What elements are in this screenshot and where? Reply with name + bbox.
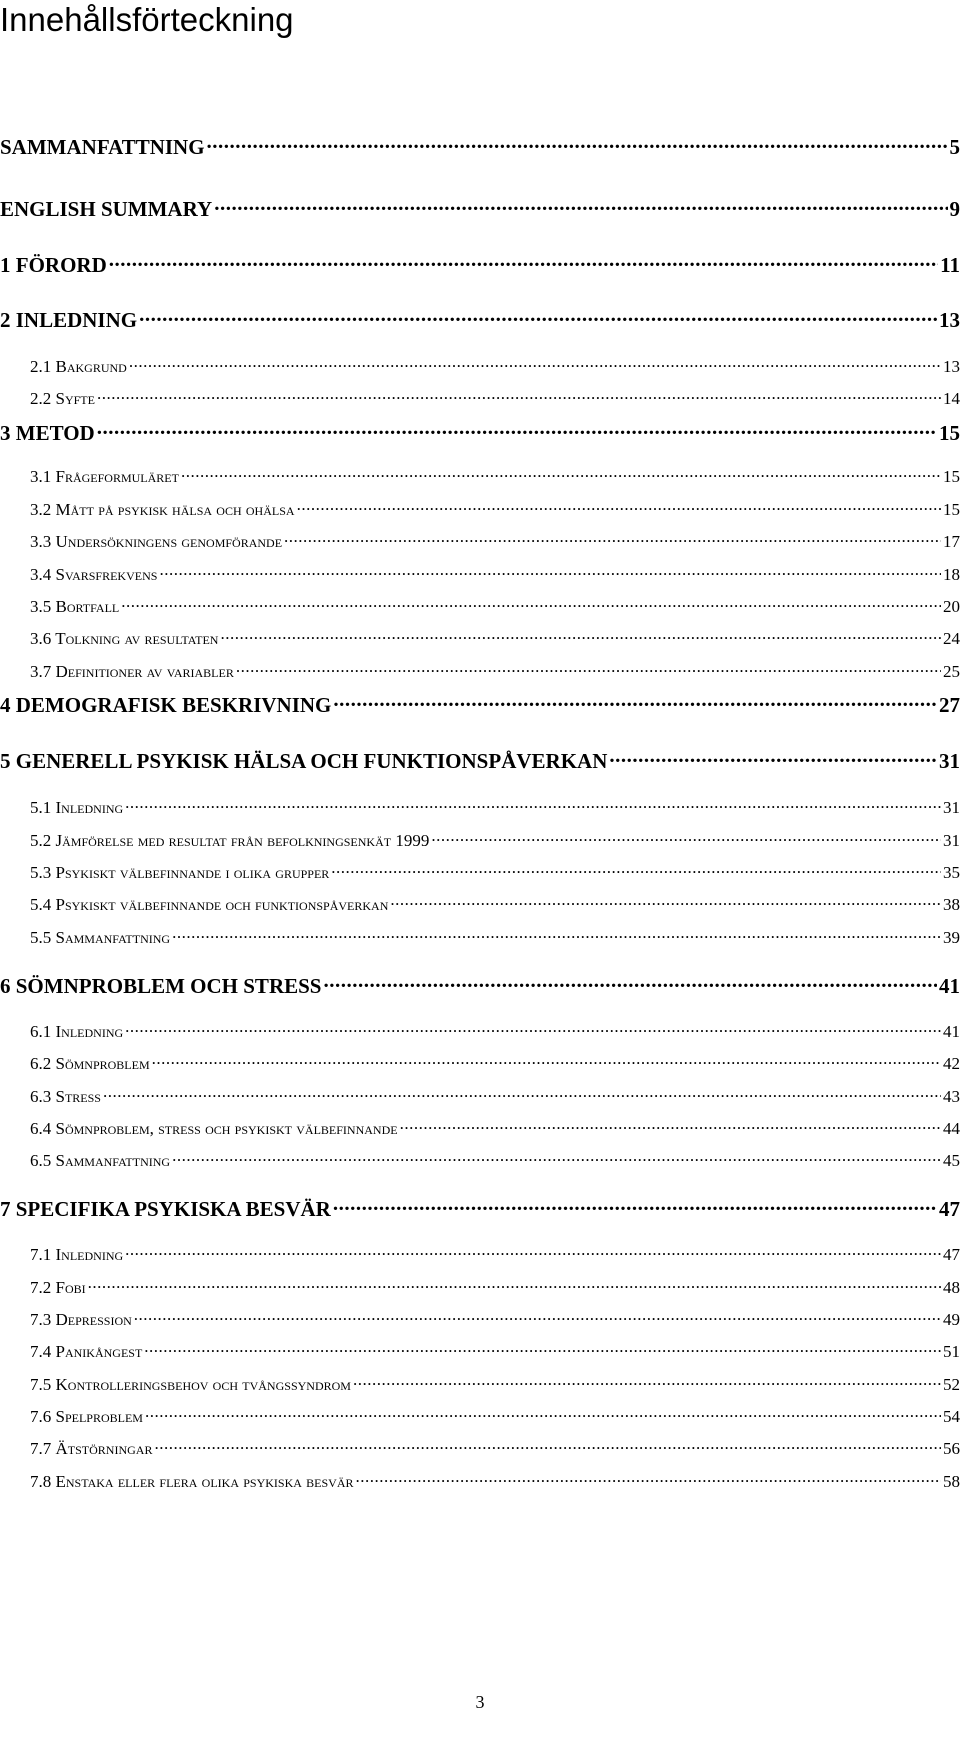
toc-entry[interactable] bbox=[0, 972, 960, 999]
toc-entry[interactable] bbox=[30, 465, 960, 487]
dot-leader bbox=[97, 419, 937, 440]
toc-entry[interactable] bbox=[30, 1020, 960, 1042]
dot-leader bbox=[129, 355, 941, 372]
toc-entry[interactable] bbox=[30, 1276, 960, 1298]
toc-entry-label: 7.2 Fobi bbox=[30, 1278, 86, 1297]
dot-leader bbox=[331, 861, 941, 878]
toc-entry-page: 39 bbox=[943, 928, 960, 947]
toc-entry-page: 42 bbox=[943, 1054, 960, 1073]
toc-entry[interactable] bbox=[30, 563, 960, 585]
toc-entry-page: 47 bbox=[939, 1197, 960, 1221]
toc-entry-label: 3.5 Bortfall bbox=[30, 597, 120, 616]
toc-entry-label: 2.1 Bakgrund bbox=[30, 357, 127, 376]
toc-entry-page: 41 bbox=[943, 1022, 960, 1041]
toc-entry-page: 49 bbox=[943, 1310, 960, 1329]
toc-entry[interactable] bbox=[30, 829, 960, 851]
toc-entry-page: 56 bbox=[943, 1439, 960, 1458]
toc-entry[interactable] bbox=[30, 861, 960, 883]
toc-entry-page: 15 bbox=[943, 467, 960, 486]
toc-entry-page: 54 bbox=[943, 1407, 960, 1426]
toc-entry-page: 11 bbox=[940, 253, 960, 277]
toc-entry-page: 52 bbox=[943, 1375, 960, 1394]
toc-entry[interactable] bbox=[0, 691, 960, 718]
toc-entry-page: 27 bbox=[939, 693, 960, 717]
toc-entry-label: 1 FÖRORD bbox=[0, 253, 107, 277]
toc-entry-page: 31 bbox=[943, 831, 960, 850]
toc-entry-page: 5 bbox=[949, 135, 960, 159]
toc-entry-label: SAMMANFATTNING bbox=[0, 135, 205, 159]
toc-entry-label: 6.2 Sömnproblem bbox=[30, 1054, 150, 1073]
toc-entry[interactable] bbox=[30, 1308, 960, 1330]
dot-leader bbox=[207, 133, 948, 154]
toc-entry-label: 7.7 Ätstörningar bbox=[30, 1439, 153, 1458]
toc-entry-page: 38 bbox=[943, 895, 960, 914]
toc-entry[interactable] bbox=[30, 1149, 960, 1171]
toc-entry[interactable] bbox=[30, 1405, 960, 1427]
toc-entry[interactable] bbox=[0, 306, 960, 333]
toc-entry[interactable] bbox=[0, 133, 960, 160]
toc-entry-page: 18 bbox=[943, 565, 960, 584]
toc-entry-label: 7.5 Kontrolleringsbehov och tvångssyndrom bbox=[30, 1375, 351, 1394]
dot-leader bbox=[134, 1308, 941, 1325]
toc-entry-label: 7.4 Panikångest bbox=[30, 1342, 143, 1361]
dot-leader bbox=[297, 498, 941, 515]
toc-entry-page: 25 bbox=[943, 662, 960, 681]
toc-entry-label: 3.1 Frågeformuläret bbox=[30, 467, 179, 486]
dot-leader bbox=[159, 563, 941, 580]
dot-leader bbox=[145, 1405, 941, 1422]
toc-entry-label: 3.6 Tolkning av resultaten bbox=[30, 629, 219, 648]
page-title: Innehållsförteckning bbox=[0, 1, 294, 38]
toc-entry-label: 3 METOD bbox=[0, 421, 95, 445]
dot-leader bbox=[431, 829, 941, 846]
toc-entry-page: 13 bbox=[943, 357, 960, 376]
toc-entry-label: 6.1 Inledning bbox=[30, 1022, 124, 1041]
toc-entry-page: 15 bbox=[939, 421, 960, 445]
toc-entry[interactable] bbox=[0, 747, 960, 774]
dot-leader bbox=[356, 1470, 941, 1487]
toc-entry-label: 6.5 Sammanfattning bbox=[30, 1151, 171, 1170]
toc-entry[interactable] bbox=[0, 419, 960, 446]
dot-leader bbox=[125, 1020, 941, 1037]
toc-entry[interactable] bbox=[0, 1195, 960, 1222]
toc-entry[interactable] bbox=[30, 1243, 960, 1265]
toc-entry-label: 5.3 Psykiskt välbefinnande i olika grupper bbox=[30, 863, 330, 882]
toc-entry-label: ENGLISH SUMMARY bbox=[0, 197, 213, 221]
toc-entry-label: 7.8 Enstaka eller flera olika psykiska besvär bbox=[30, 1472, 354, 1491]
toc-entry-label: 2 INLEDNING bbox=[0, 308, 138, 332]
toc-entry[interactable] bbox=[30, 1052, 960, 1074]
toc-entry-page: 17 bbox=[943, 532, 960, 551]
toc-entry-page: 41 bbox=[939, 974, 960, 998]
dot-leader bbox=[400, 1117, 941, 1134]
toc-entry-page: 20 bbox=[943, 597, 960, 616]
toc-entry[interactable] bbox=[0, 195, 960, 222]
dot-leader bbox=[236, 660, 941, 677]
dot-leader bbox=[353, 1373, 941, 1390]
toc-entry[interactable] bbox=[30, 1117, 960, 1139]
toc-entry[interactable] bbox=[30, 1373, 960, 1395]
dot-leader bbox=[103, 1085, 941, 1102]
toc-entry-page: 44 bbox=[943, 1119, 960, 1138]
toc-entry-label: 3.4 Svarsfrekvens bbox=[30, 565, 158, 584]
dot-leader bbox=[214, 195, 947, 216]
toc-entry-page: 14 bbox=[943, 389, 960, 408]
dot-leader bbox=[144, 1340, 941, 1357]
toc-entry-page: 48 bbox=[943, 1278, 960, 1297]
toc-entry-label: 5.1 Inledning bbox=[30, 798, 124, 817]
toc-entry-page: 45 bbox=[943, 1151, 960, 1170]
toc-entry-label: 7.3 Depression bbox=[30, 1310, 132, 1329]
dot-leader bbox=[121, 595, 941, 612]
toc-entry-page: 47 bbox=[943, 1245, 960, 1264]
toc-entry[interactable] bbox=[0, 251, 960, 278]
toc-entry[interactable] bbox=[30, 355, 960, 377]
toc-entry[interactable] bbox=[30, 627, 960, 649]
dot-leader bbox=[172, 926, 941, 943]
toc-entry[interactable] bbox=[30, 595, 960, 617]
toc-entry[interactable] bbox=[30, 1470, 960, 1492]
toc-entry-page: 43 bbox=[943, 1087, 960, 1106]
toc-entry-label: 6 SÖMNPROBLEM OCH STRESS bbox=[0, 974, 322, 998]
dot-leader bbox=[88, 1276, 941, 1293]
toc-entry-page: 13 bbox=[939, 308, 960, 332]
toc-entry[interactable] bbox=[30, 498, 960, 520]
toc-entry[interactable] bbox=[30, 387, 960, 409]
toc-entry-label: 5.2 Jämförelse med resultat från befolkningsenkät 1999 bbox=[30, 831, 430, 850]
toc-entry[interactable] bbox=[30, 926, 960, 948]
dot-leader bbox=[97, 387, 941, 404]
toc-entry-label: 5 GENERELL PSYKISK HÄLSA OCH FUNKTIONSPÅVERKAN bbox=[0, 749, 608, 773]
toc-entry-label: 5.4 Psykiskt välbefinnande och funktionspåverkan bbox=[30, 895, 389, 914]
toc-entry-page: 9 bbox=[949, 197, 960, 221]
toc-entry-page: 24 bbox=[943, 629, 960, 648]
dot-leader bbox=[125, 796, 941, 813]
dot-leader bbox=[220, 627, 941, 644]
dot-leader bbox=[154, 1437, 941, 1454]
toc-entry[interactable] bbox=[30, 1437, 960, 1459]
toc-entry[interactable] bbox=[30, 1340, 960, 1362]
toc-entry-page: 15 bbox=[943, 500, 960, 519]
dot-leader bbox=[181, 465, 941, 482]
toc-entry-label: 7.6 Spelproblem bbox=[30, 1407, 143, 1426]
toc-entry[interactable] bbox=[30, 1085, 960, 1107]
dot-leader bbox=[152, 1052, 941, 1069]
toc-entry[interactable] bbox=[30, 530, 960, 552]
dot-leader bbox=[333, 691, 937, 712]
dot-leader bbox=[284, 530, 941, 547]
toc-entry-label: 4 DEMOGRAFISK BESKRIVNING bbox=[0, 693, 332, 717]
toc-entry-label: 7 SPECIFIKA PSYKISKA BESVÄR bbox=[0, 1197, 331, 1221]
dot-leader bbox=[609, 747, 937, 768]
dot-leader bbox=[109, 251, 938, 272]
toc-entry[interactable] bbox=[30, 660, 960, 682]
toc-entry-label: 6.4 Sömnproblem, stress och psykiskt välbefinnande bbox=[30, 1119, 398, 1138]
page-number: 3 bbox=[475, 1692, 485, 1712]
toc-entry-page: 31 bbox=[943, 798, 960, 817]
toc-entry-label: 2.2 Syfte bbox=[30, 389, 95, 408]
toc-entry-page: 35 bbox=[943, 863, 960, 882]
toc-entry[interactable] bbox=[30, 796, 960, 818]
toc-entry-label: 5.5 Sammanfattning bbox=[30, 928, 171, 947]
toc-entry[interactable] bbox=[30, 893, 960, 915]
toc-entry-label: 3.2 Mått på psykisk hälsa och ohälsa bbox=[30, 500, 295, 519]
dot-leader bbox=[139, 306, 937, 327]
toc-entry-label: 3.3 Undersökningens genomförande bbox=[30, 532, 283, 551]
toc-entry-page: 58 bbox=[943, 1472, 960, 1491]
toc-entry-label: 6.3 Stress bbox=[30, 1087, 101, 1106]
dot-leader bbox=[125, 1243, 941, 1260]
toc-entry-label: 3.7 Definitioner av variabler bbox=[30, 662, 234, 681]
dot-leader bbox=[390, 893, 941, 910]
dot-leader bbox=[172, 1149, 941, 1166]
dot-leader bbox=[333, 1195, 937, 1216]
dot-leader bbox=[323, 972, 937, 993]
toc-entry-page: 51 bbox=[943, 1342, 960, 1361]
toc-entry-page: 31 bbox=[939, 749, 960, 773]
toc-entry-label: 7.1 Inledning bbox=[30, 1245, 124, 1264]
